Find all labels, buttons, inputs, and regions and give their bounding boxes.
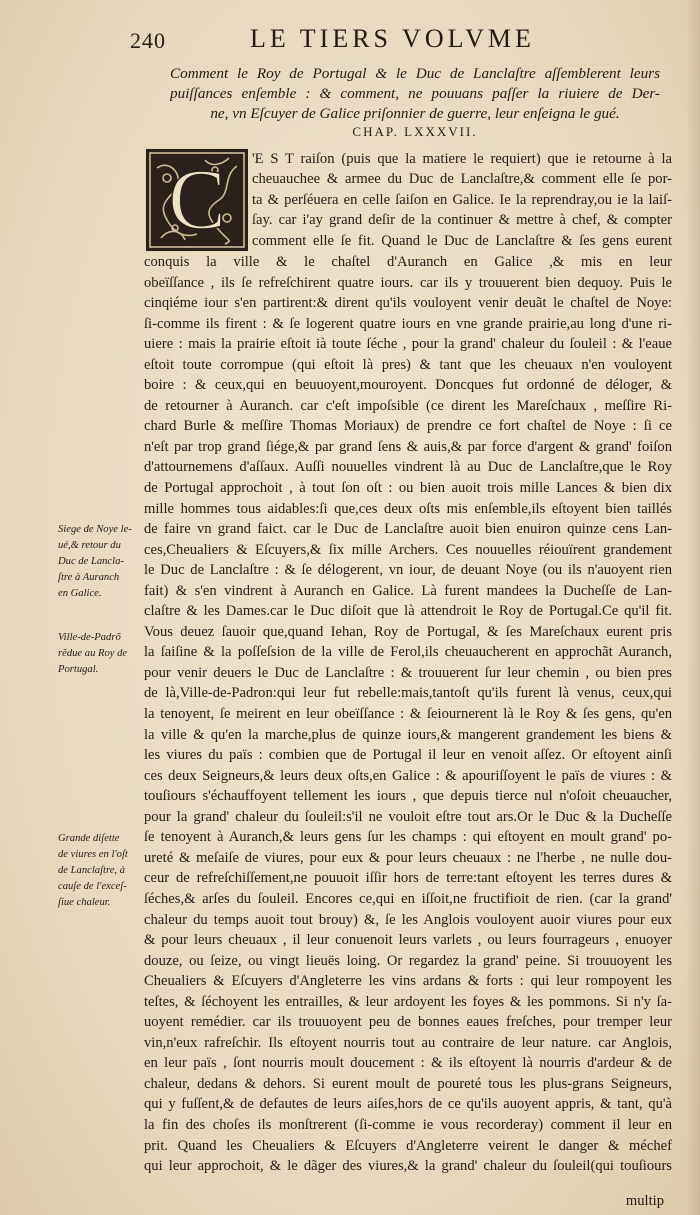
text-line: ceur de refreſchiſſement,ne pouuoit iſſir hors de terre:tant eſtoyent les terres dures &: [144, 870, 672, 887]
text-line: prit. Quand les Cheualiers & Eſcuyers d'Angleterre veirent le danger & méchef: [144, 1137, 672, 1154]
margin-note-line: cauſe de l'exceſ-: [58, 881, 127, 892]
text-line: ſéches,& arſes du ſouleil. Encores ce,qui en iſſoit,ne fructifioit de rien. (car la grand': [144, 890, 672, 907]
text-line: ſay. car i'ay grand deſir de la continuer & mettre à chef, & compter: [252, 212, 672, 229]
text-line: comment elle ſe fit. Quand le Duc de Lanclaſtre & ſes gens eurent: [252, 232, 672, 249]
dropcap-letter: C: [168, 151, 226, 247]
text-line: claſtre & les Dames.car le Duc diſoit que là attendroit le Roy de Portugal.Ce qu'il fit.: [144, 603, 672, 620]
margin-note-line: ſiue chaleur.: [58, 897, 111, 908]
text-line: qui leur approchoit, & le dãger des viures,& la grand' chaleur du ſouleil(qui touſiours: [144, 1158, 672, 1175]
margin-note-line: Grande diſette: [58, 833, 120, 844]
margin-note-disette: [58, 831, 142, 911]
text-line: & pour leurs cheuaux , il leur conuenoit leurs varlets , ou leurs fourrageurs , enuoyer: [144, 932, 672, 949]
text-line: de Portugal approchoit , à tout ſon oſt : ou bien auoit trois mille Lances & bien dix: [144, 480, 672, 497]
text-line: uoyent remédier. car ils trouuoyent peu de bonnes eaues freſches, pour tremper leur: [144, 1014, 672, 1031]
text-line: Cheualiers & Eſcuyers d'Angleterre les vins ardans & forts : qui leur rompoyent les: [144, 973, 672, 990]
text-line: ſi-comme ils firent : & ſe logerent quatre iours en vne grande prairie,au long d'une ri-: [144, 315, 672, 332]
text-line: qui y fuſſent,& de defautes de leurs aiſes,hors de ce qu'ils auoyent appris, & tant, qu'à: [144, 1096, 672, 1113]
margin-note-line: en Galice.: [58, 588, 102, 599]
text-line: d'attournemens d'aſſaux. Auſſi nouuelles vindrent là au Duc de Lanclaſtre,que le Roy: [144, 459, 672, 476]
text-line: la ſaiſine & la poſſeſsion de la ville de Ferol,ils cheuaucherent en approchãt Auranch,: [144, 644, 672, 661]
text-line: le Duc de Lanclaſtre : & ſe délogerent, vn iour, de deuant Noye (ou ils n'auoyent rien: [144, 562, 672, 579]
text-line: de faire vn grand faict. car le Duc de Lanclaſtre auoit bien enuiron quinze cens Lan-: [144, 521, 672, 538]
margin-note-line: de Lanclaſtre, à: [58, 865, 125, 876]
text-line: cheuauchee & armee du Duc de Lanclaſtre,& comment elle ſe por-: [252, 171, 672, 188]
text-line: ces,Cheualiers & Eſcuyers,& ſix mille Archers. Ces nouuelles réiouïrent grandement: [144, 541, 672, 558]
margin-note-line: Duc de Lancla-: [58, 556, 124, 567]
text-line: douze, ou ſeize, ou vingt lieuës loing. Or regardez la grand' peine. Si trouuoyent les: [144, 952, 672, 969]
text-line: Vous deuez ſauoir que,quand Iehan, Roy de Portugal, & ſes Mareſchaux eurent pris: [144, 623, 672, 640]
margin-note-siege: [58, 522, 142, 602]
text-line: 'E S T raiſon (puis que la matiere le requiert) que ie retourne à la: [252, 151, 672, 167]
dropcap-ornament: [145, 148, 249, 252]
margin-note-line: Siege de Noye le-: [58, 524, 132, 535]
running-head: LE TIERS VOLVME: [250, 24, 535, 53]
text-line: la ville & qu'en la marche,plus de quinze iours,& mangerent grandement les biens &: [144, 726, 672, 743]
margin-note-line: ué,& retour du: [58, 540, 121, 551]
text-line: chaleur, dedans & dehors. Si eurent moult de poureté tous les plus-grans Seigneurs,: [144, 1075, 672, 1092]
page-edge-shadow: [686, 0, 700, 1215]
text-line: ces deux Seigneurs,& leurs deux oſts,en Galice : & apouriſſoyent le païs de viures : &: [144, 767, 672, 784]
text-line: ta & perſéuera en celle ſaiſon en Galice. Ie la reprendray,ou ie la laiſ-: [252, 191, 672, 208]
chapter-number: CHAP. LXXXVII.: [352, 124, 478, 139]
margin-note-padron: [58, 630, 142, 678]
text-line: chaleur du temps auoit tout brouy) &, ſe les Anglois vouloyent auoir viures pour eux: [144, 911, 672, 928]
text-line: uiere : mais la prairie eſtoit ià toute ſéche , pour la grand' chaleur du ſouleil : & l'eaue: [144, 336, 672, 353]
text-line: en leur païs , ſont nourris moult doucement : & ils eſtoyent là nourris d'ardeur & de: [144, 1055, 672, 1072]
text-line: cinqiéme iour s'en partirent:& dirent qu'ils vouloyent venir deuãt le chaſtel de Noye:: [144, 295, 672, 312]
text-line: ſe tenoyent à Auranch,& leurs gens ſur les champs : qui eſtoyent en moult grand' po-: [144, 829, 672, 846]
text-line: pour venir deuers le Duc de Lanclaſtre : & trouuerent ſur leur chemin , ou bien pres: [144, 664, 672, 681]
text-line: la fin des choſes ils monſtrerent (ſi-comme ie vous recorderay) comment il leur en: [144, 1116, 672, 1133]
text-line: chard Burle & meſſire Thomas Moriaux) de prendre ce fort chaſtel de Noye : ſi ce: [144, 418, 672, 435]
body-text-main: [144, 252, 672, 1177]
page-number: 240: [130, 28, 166, 53]
text-line: vin,n'eux rafreſchir. Ils eſtoyent nourris tout au contraire de leur nature. car Anglois,: [144, 1034, 672, 1051]
text-line: mille hommes tous aidables:ſi que,ces deux oſts mis enſemble,ils eſtoyent bien taillés: [144, 500, 672, 517]
chapter-title-line: ne, vn Eſcuyer de Galice priſonnier de guerre, leur enſeigna le gué.: [210, 105, 620, 122]
margin-note-line: de viures en l'oſt: [58, 849, 128, 860]
text-line: conquis la ville & le chaſtel d'Auranch en Galice ,& mis en leur: [144, 254, 672, 270]
text-line: de là,Ville-de-Padron:qui leur fut rebelle:mais,tantoſt qu'ils furent là venus, ceux,qui: [144, 685, 672, 702]
margin-note-line: Ville-de-Padrõ: [58, 632, 121, 643]
margin-note-line: rẽdue au Roy de: [58, 648, 128, 659]
text-line: teſtes, & ſéchoyent les entrailles, & leur ardoyent les foyes & les pommons. Si n'y ſa-: [144, 993, 672, 1010]
margin-note-line: ſtre à Auranch: [58, 572, 120, 583]
body-text-top: [252, 149, 672, 251]
chapter-title-line: puiſſances enſemble : & comment, ne pouuans paſſer la riuiere de Der-: [170, 85, 660, 102]
chapter-title: [170, 64, 660, 124]
margin-note-line: Portugal.: [58, 664, 99, 675]
text-line: la tenoyent, ſe meirent en leur obeïſſance : & ſeiournerent là le Roy & ſes gens, qu'en: [144, 706, 672, 723]
page-header: [130, 24, 670, 54]
text-line: n'eſt par trop grand ſiége,& par grand ſens & auis,& par force d'argent & grand' foiſon: [144, 438, 672, 455]
text-line: fait) & s'en vindrent à Auranch en Galice. Là furent mandees la Ducheſſe de Lan-: [144, 582, 672, 599]
text-line: touſiours s'échauffoyent tellement les iours , que depuis tierce nul n'oſoit cheuaucher,: [144, 788, 672, 805]
catchword: multip: [625, 1193, 664, 1209]
chapter-title-line: Comment le Roy de Portugal & le Duc de Lanclaſtre aſſemblerent leurs: [170, 65, 660, 82]
text-line: de retourner à Auranch. car c'eſt impoſsible (ce dirent les Mareſchaux , meſſire Ri-: [144, 397, 672, 414]
text-line: les viures du païs : combien que de Portugal il leur en venoit aſſez. Or eſtoyent ainſi: [144, 747, 672, 764]
text-line: eſtoit toute corrompue (qui eſtoit là pres) & tant que les cheuaux n'en vouloyent: [144, 356, 672, 373]
text-line: obeïſſance , ils ſe refreſchirent quatre iours. car ils y trouuerent bien dequoy. Puis le: [144, 274, 672, 291]
text-line: pour la grand' chaleur du ſouleil:s'il ne vouloit eſtre tout ars.Or le Duc & la Ducheſſe: [144, 808, 672, 825]
text-line: ureté & meſaiſe de viures, pour eux & pour leurs cheuaux : ne l'herbe , ne nulle dou-: [144, 849, 672, 866]
text-line: boire : & ceux,qui en beuuoyent,mouroyent. Doncques fut ordonné de déloger, &: [144, 377, 672, 394]
